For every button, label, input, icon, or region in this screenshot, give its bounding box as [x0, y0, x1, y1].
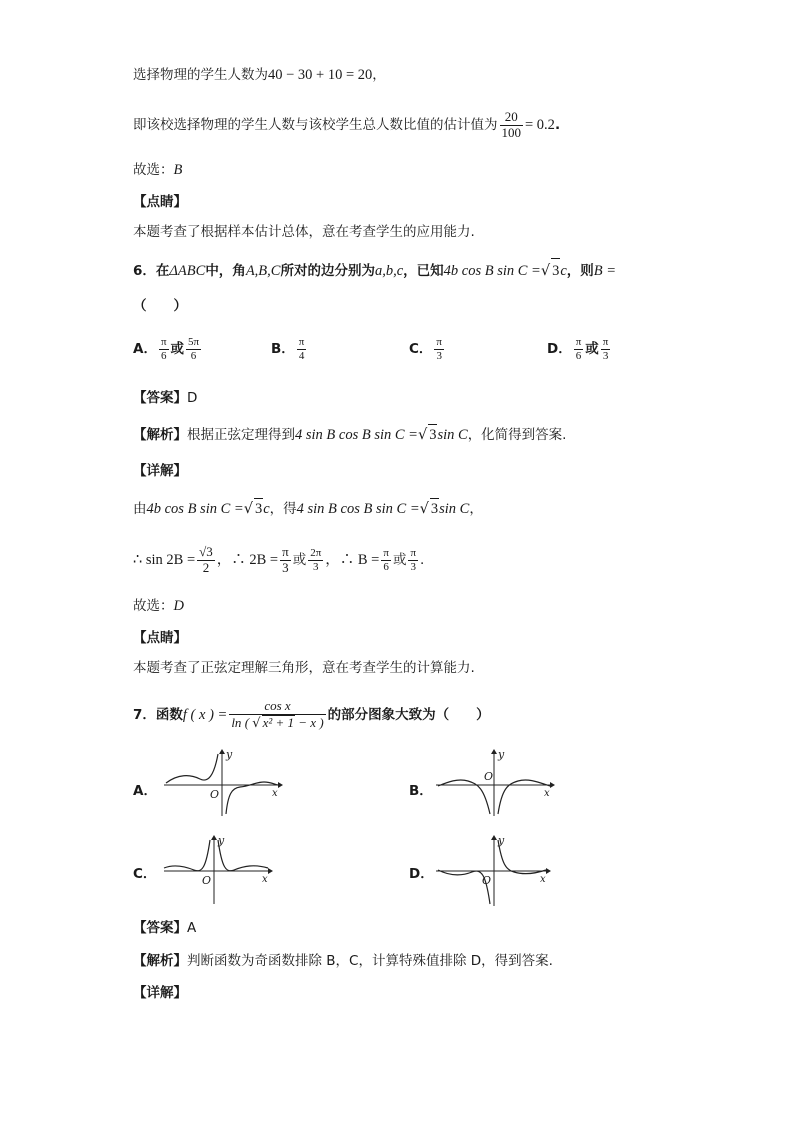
option-b: B． $\frac{\pi}{4}$: [271, 336, 305, 362]
origin-label: O: [202, 874, 212, 887]
graph-a: [160, 748, 284, 818]
option-a-label: A．: [133, 783, 157, 799]
origin-label: O: [482, 874, 492, 887]
option-a: A． $\frac{\pi}{6}$ 或 $\frac{5\pi}{6}$: [133, 336, 200, 362]
origin-label: O: [210, 788, 220, 801]
graph-b: [432, 748, 556, 818]
math-expression: = 0.2: [525, 117, 555, 133]
detail-line-1: 由4b cos B sin C =√ 3c，得4 sin B cos B sin C =√ 3sin C，: [133, 498, 483, 519]
axis-y-label: y: [226, 748, 233, 761]
text: 即该校选择物理的学生人数与该校学生总人数比值的估计值为: [133, 117, 498, 133]
section-tag-detail-7: 【详解】: [133, 985, 187, 1001]
question-6-stem: 6．在ΔABC中，角A,B,C所对的边分别为a,b,c，已知4b cos B sin C =√ 3c，则B =: [133, 258, 616, 283]
question-7-stem: 7．函数f ( x ) = $\frac{\text{cos x}}{\text{ln ( √ x² + 1 − x )}}$ 的部分图象大致为（ ）: [133, 697, 490, 731]
choice-value: B: [173, 162, 183, 178]
section-tag-remark-6: 【点睛】: [133, 630, 187, 646]
question-6-paren: （ ）: [133, 298, 187, 314]
axis-y-label: y: [498, 748, 505, 761]
analysis-line: 【解析】根据正弦定理得到4 sin B cos B sin C =√ 3sin C，化简得到答案.: [133, 424, 566, 445]
text: 故选：: [133, 162, 174, 178]
option-c: C． $\frac{\pi}{3}$: [409, 336, 442, 362]
option-d-label: D．: [409, 866, 434, 882]
origin-label: O: [484, 770, 494, 783]
section-tag-remark: 【点睛】: [133, 194, 187, 210]
detail-line-2: ∴ sin 2B = $\frac{√3}{2}$ ，∴ 2B = $\frac{\pi}{3}$ 或 $\frac{2\pi}{3}$ ，∴ B = $\frac{\pi}{6}$ 或 $\frac{\pi}{3}$ .: [133, 543, 425, 575]
option-d: D． $\frac{\pi}{6}$ 或 $\frac{\pi}{3}$: [547, 336, 609, 362]
answer-line-7: 【答案】A: [133, 920, 197, 936]
axis-x-label: x: [262, 874, 268, 885]
axis-y-label: y: [498, 834, 505, 847]
fraction: $\frac{20}{100}$: [501, 108, 521, 140]
answer-line: 【答案】D: [133, 390, 198, 406]
graph-c: [160, 834, 284, 906]
graph-d: [432, 834, 556, 908]
axis-y-label: y: [218, 834, 225, 847]
text-line-choice: [133, 160, 182, 180]
text: 选择物理的学生人数为: [133, 67, 268, 83]
option-c-label: C．: [133, 866, 157, 882]
analysis-line-7: 【解析】判断函数为奇函数排除 B，C，计算特殊值排除 D，得到答案.: [133, 953, 553, 969]
axis-x-label: x: [272, 788, 278, 799]
option-b-label: B．: [409, 783, 433, 799]
text-line-choice-6: 故选：D: [133, 598, 184, 614]
section-tag-detail: 【详解】: [133, 463, 187, 479]
text-line-remark-6: 本题考查了正弦定理解三角形，意在考查学生的计算能力.: [133, 660, 475, 676]
text: ，: [372, 67, 386, 83]
text: .: [554, 117, 561, 133]
math-expression: 40 − 30 + 10 = 20: [268, 67, 373, 83]
axis-x-label: x: [540, 874, 546, 885]
text-line-physics-count: [133, 65, 386, 85]
axis-x-label: x: [544, 788, 550, 799]
text-line-ratio-estimate: [133, 106, 560, 144]
text-line-remark: 本题考查了根据样本估计总体，意在考查学生的应用能力.: [133, 224, 475, 240]
